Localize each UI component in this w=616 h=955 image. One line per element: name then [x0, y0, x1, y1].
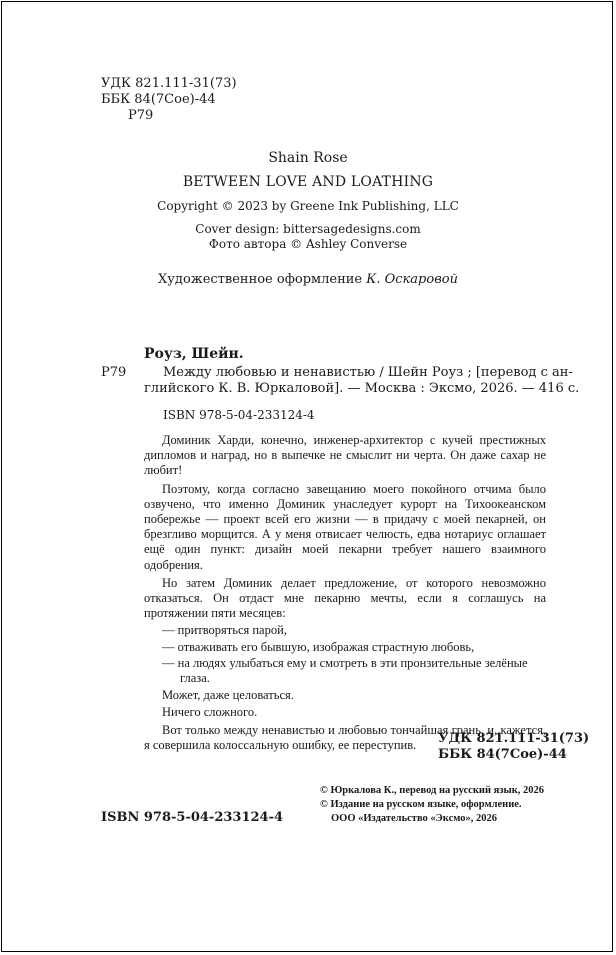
- annotation-paragraph: Ничего сложного.: [162, 705, 258, 720]
- designer-name: К. Оскаровой: [366, 272, 458, 287]
- list-item: — отваживать его бывшую, изображая страстную любовь,: [162, 639, 475, 654]
- annotation-paragraph: Поэтому, когда согласно завещанию моего покойного отчима было озвучено, что именно Доминик унаследует курорт на Тихоокеанском побережье — проект всей его жизни — в придачу с моей пекарней, он брезгливо морщится. А у меня отвисает челюсть, едва нотариус оглашает ещё один пункт: дизайн моей пекарни требует нашего взаимного одобрения.: [144, 481, 546, 572]
- bbk-code: ББК 84(7Сое)-44: [101, 92, 216, 107]
- author-mark: Р79: [128, 108, 154, 123]
- list-item-continuation: глаза.: [180, 671, 210, 686]
- list-item: — притворяться парой,: [162, 623, 287, 638]
- list-item: — на людях улыбаться ему и смотреть в эти пронзительные зелёные: [162, 655, 528, 670]
- original-author: Shain Rose: [268, 150, 348, 166]
- record-line-1: Между любовью и ненавистью / Шейн Роуз ; [перевод с ан-: [163, 365, 573, 380]
- design-credit: [0, 272, 616, 288]
- copyright-edition: © Издание на русском языке, оформление.: [320, 799, 522, 810]
- copyright-translation: © Юркалова К., перевод на русский язык, 2026: [320, 785, 545, 796]
- annotation: [144, 433, 546, 753]
- annotation-paragraph: Но затем Доминик делает предложение, от которого невозможно отказаться. Он отдаст мне пекарню мечты, если я соглашусь на протяжении пяти месяцев:: [144, 575, 546, 621]
- copyright-publisher: ООО «Издательство «Эксмо», 2026: [331, 813, 498, 824]
- record-mark: Р79: [101, 365, 127, 380]
- footer-isbn: ISBN 978-5-04-233124-4: [101, 810, 284, 825]
- record-heading: Роуз, Шейн.: [144, 346, 244, 362]
- annotation-paragraph: Доминик Харди, конечно, инженер-архитектор с кучей престижных дипломов и наград, но в выпечке не смыслит ни черта. Он даже сахар не любит!: [144, 433, 546, 478]
- record-line-2: глийского К. В. Юркаловой]. — Москва : Эксмо, 2026. — 416 с.: [144, 381, 580, 396]
- udk-code: УДК 821.111-31(73): [101, 76, 237, 91]
- annotation-paragraph: Вот только между ненавистью и любовью тончайшая грань, и, кажется, я совершила колоссальную ошибку, ее переступив.: [144, 722, 546, 752]
- bottom-udk: УДК 821.111-31(73): [438, 731, 590, 746]
- copyright-line: Copyright © 2023 by Greene Ink Publishing, LLC: [157, 199, 459, 213]
- record-isbn: ISBN 978-5-04-233124-4: [163, 408, 315, 422]
- bottom-bbk: ББК 84(7Сое)-44: [438, 747, 567, 762]
- author-photo-credit: Фото автора © Ashley Converse: [208, 237, 408, 251]
- annotation-paragraph: Может, даже целоваться.: [162, 688, 294, 703]
- cover-design: Cover design: bittersagedesigns.com: [195, 222, 421, 236]
- design-label: Художественное оформление: [158, 272, 367, 287]
- original-title: BETWEEN LOVE AND LOATHING: [182, 174, 434, 190]
